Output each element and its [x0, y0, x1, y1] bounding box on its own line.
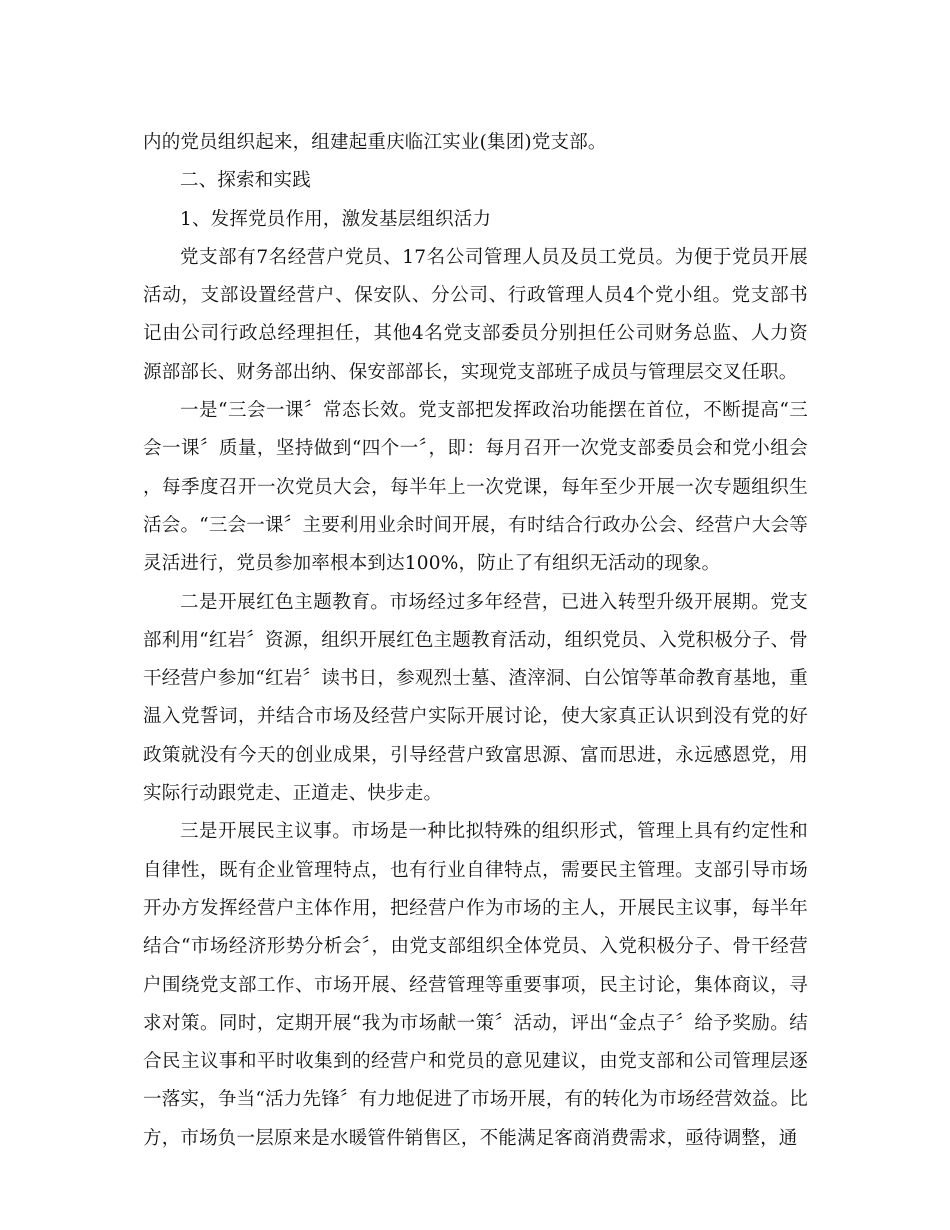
subsection-heading: 1、发挥党员作用，激发基层组织活力 [180, 208, 492, 230]
section-heading: 二、探索和实践 [180, 170, 311, 192]
paragraph-red-education: 二是开展红色主题教育。市场经过多年经营，已进入转型升级开展期。党支部利用“红岩〞资源，组织开展红色主题教育活动，组织党员、入党积极分子、骨干经营户参加“红岩〞读书日，参观烈士墓、渣滓洞、白公馆等革命教育基地，重温入党誓词，并结合市场及经营户实际开展讨论，使大家真正认识到没有党的好政策就没有今天的创业成果，引导经营户致富思源、富而思进，永远感恩党，用实际行动跟党走、正道走、快步走。 [143, 591, 808, 805]
paragraph-continuation: 内的党员组织起来，组建起重庆临江实业(集团)党支部。 [143, 132, 607, 153]
paragraph-three-meetings: 一是“三会一课〞常态长效。党支部把发挥政治功能摆在首位，不断提高“三会一课〞质量，坚持做到“四个一〞，即：每月召开一次党支部委员会和党小组会，每季度召开一次党员大会，每半年上一次党课，每年至少开展一次专题组织生活会。“三会一课〞主要利用业余时间开展，有时结合行政办公会、经营户大会等灵活进行，党员参加率根本到达100%，防止了有组织无活动的现象。 [143, 400, 808, 575]
document-body [143, 124, 808, 1158]
paragraph-democratic-discussion: 三是开展民主议事。市场是一种比拟特殊的组织形式，管理上具有约定性和自律性，既有企业管理特点，也有行业自律特点，需要民主管理。支部引导市场开办方发挥经营户主体作用，把经营户作为市场的主人，开展民主议事，每半年结合“市场经济形势分析会〞，由党支部组织全体党员、入党积极分子、骨干经营户围绕党支部工作、市场开展、经营管理等重要事项，民主讨论，集体商议，寻求对策。同时，定期开展“我为市场献一策〞活动，评出“金点子〞给予奖励。结合民主议事和平时收集到的经营户和党员的意见建议，由党支部和公司管理层逐一落实，争当“活力先锋〞有力地促进了市场开展，有的转化为市场经营效益。比方，市场负一层原来是水暖管件销售区，不能满足客商消费需求，亟待调整，通 [143, 821, 808, 1149]
paragraph-party-branch: 党支部有7名经营户党员、17名公司管理人员及员工党员。为便于党员开展活动，支部设置经营户、保安队、分公司、行政管理人员4个党小组。党支部书记由公司行政总经理担任，其他4名党支部委员分别担任公司财务总监、人力资源部部长、财务部出纳、保安部部长，实现党支部班子成员与管理层交叉任职。 [143, 246, 808, 383]
